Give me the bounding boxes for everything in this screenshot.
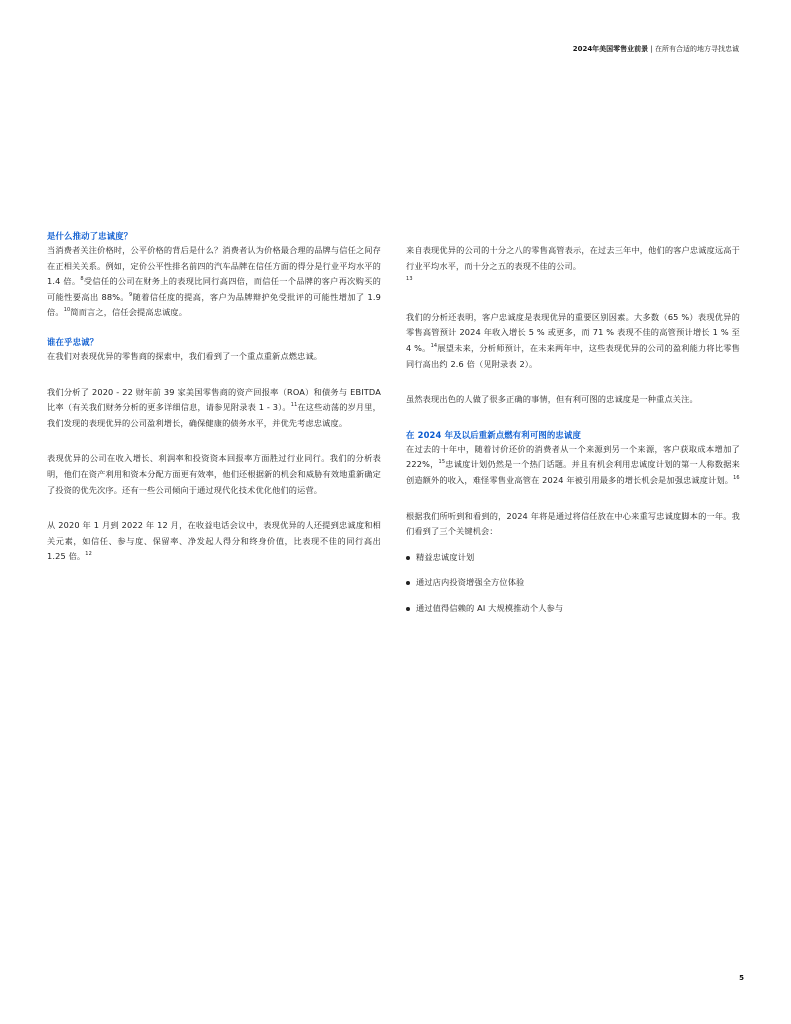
footnote-ref: 13	[406, 276, 413, 283]
paragraph-earnings-calls: 从 2020 年 1 月到 2022 年 12 月，在收益电话会议中，表现优异的人还提到忠诚度和相关元素，如信任、参与度、保留率、净发起人得分和终身价值，比表现不佳的同行高出 1.25 倍。$^{12}$	[47, 520, 381, 562]
list-item: 精益忠诚度计划	[406, 550, 740, 566]
running-header	[573, 44, 739, 54]
bullet-icon	[406, 556, 410, 560]
paragraph-opportunities-intro: 根据我们所听到和看到的，2024 年将是通过将信任放在中心来重写忠诚度脚本的一年。我们看到了三个关键机会：	[406, 510, 740, 537]
list-item: 通过值得信赖的 AI 大规模推动个人参与	[406, 601, 740, 617]
list-item: 通过店内投资增强全方位体验	[406, 575, 740, 591]
section-heading-loyalty-drivers: 是什么推动了忠诚度？	[47, 231, 133, 241]
paragraph-outperformers-intro: 在我们对表现优异的零售商的探索中，我们看到了一个重点重新点燃忠诚。	[47, 350, 323, 361]
opportunities-list	[406, 550, 740, 617]
right-column	[406, 243, 740, 627]
paragraph-roa-analysis: 我们分析了 2020 - 22 财年前 39 家美国零售商的资产回报率（ROA）和债务与 EBITDA 比率（有关我们财务分析的更多详细信息，请参见附录表 1 - 3）。$^{11}$在这些动荡的岁月里，我们发现的表现优异的公司盈利增长，确保健康的债务水平，并优先考虑忠诚度。	[47, 386, 381, 428]
footnote-ref: 10	[63, 307, 71, 314]
footnote-ref: 15	[438, 459, 446, 466]
paragraph-profitable-loyalty: 虽然表现出色的人做了很多正确的事情，但有利可图的忠诚度是一种重点关注。	[406, 394, 698, 405]
paragraph-executives-loyalty: 来自表现优异的公司的十分之八的零售高管表示，在过去三年中，他们的客户忠诚度远高于行业平均水平，而十分之五的表现不佳的公司。 $^{13}$	[406, 245, 740, 283]
paragraph-fair-price: 当消费者关注价格时，公平价格的背后是什么？消费者认为价格最合理的品牌与信任之间存在正相关关系。例如，定价公平性排名前四的汽车品牌在信任方面的得分是行业平均水平的 1.4 倍。$^8$受信任的公司在财务上的表现比同行高四倍，而信任一个品牌的客户再次购买的可能性要高出 88%。$^9$随着信任度的提高，客户为品牌辩护免受批评的可能性增加了 1.9 倍。$^{10}$简而言之，信任会提高忠诚度。	[47, 245, 381, 318]
footnote-ref: 14	[430, 342, 438, 349]
paragraph-differentiator: 我们的分析还表明，客户忠诚度是表现优异的重要区别因素。大多数（65 %）表现优异的零售高管预计 2024 年收入增长 5 % 或更多，而 71 % 表现不佳的高管预计增长 1 % 至 4 %。$^{14}$展望未来，分析师预计，在未来两年中，这些表现优异的公司的盈利能力将比零售同行高出约 2.6 倍（见附录表 2）。	[406, 311, 740, 369]
footnote-ref: 9	[129, 291, 133, 298]
page-number: 5	[739, 974, 744, 982]
header-subtitle: | 在所有合适的地方寻找忠诚	[648, 45, 739, 53]
bullet-icon	[406, 607, 410, 611]
footnote-ref: 11	[290, 402, 298, 409]
footnote-ref: 12	[85, 551, 92, 558]
footnote-ref: 8	[80, 276, 84, 283]
section-heading-who-cares: 谁在乎忠诚？	[47, 336, 99, 347]
footnote-ref: 16	[733, 474, 740, 481]
left-column	[47, 229, 381, 565]
paragraph-acquisition-costs: 在过去的十年中，随着讨价还价的消费者从一个来源到另一个来源，客户获取成本增加了 222%，$^{15}$忠诚度计划仍然是一个热门话题。并且有机会利用忠诚度计划的第一人称数据来创造额外的收入，难怪零售业高管在 2024 年被引用最多的增长机会是加强忠诚度计划。$^{16}$	[406, 443, 740, 485]
header-title: 2024年美国零售业前景	[572, 45, 649, 53]
section-heading-reignite: 在 2024 年及以后重新点燃有利可图的忠诚度	[406, 429, 581, 440]
paragraph-revenue-growth: 表现优异的公司在收入增长、利润率和投资资本回报率方面胜过行业同行。我们的分析表明，他们在资产利用和资本分配方面更有效率，他们还根据新的机会和威胁有效地重新确定了投资的优先次序。还有一些公司倾向于通过现代化技术优化他们的运营。	[47, 453, 381, 495]
bullet-icon	[406, 581, 410, 585]
